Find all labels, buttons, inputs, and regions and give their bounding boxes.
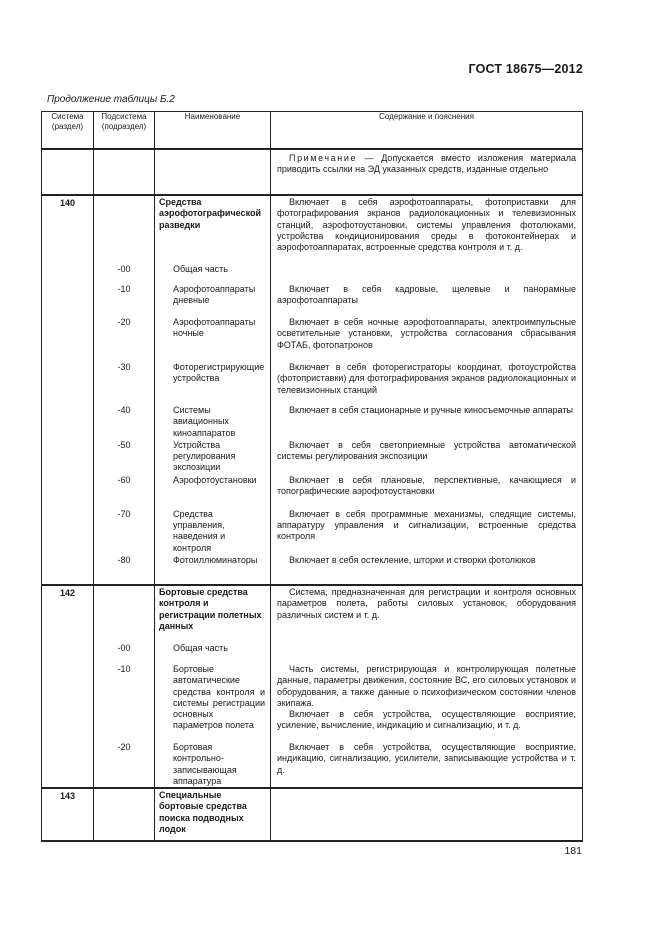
table-row — [42, 316, 583, 361]
description: Включает в себя стационарные и ручные киносъемочные аппараты — [271, 404, 583, 439]
subsystem-code: -80 — [94, 554, 155, 585]
description: Включает в себя кадровые, щелевые и панорамные аэрофотоаппараты — [271, 283, 583, 316]
table-row — [42, 283, 583, 316]
table-row — [42, 788, 583, 841]
subsystem-code — [94, 585, 155, 642]
subsystem-name: Бортовые автоматические средства контроля и системы регистрации основных параметров полета — [155, 663, 271, 741]
table-row — [42, 585, 583, 642]
table-caption: Продолжение таблицы Б.2 — [47, 94, 175, 105]
table-row — [42, 642, 583, 663]
table-header-row — [42, 112, 583, 150]
subsystem-code: -10 — [94, 663, 155, 741]
subsystem-code: -60 — [94, 474, 155, 508]
note-cell — [271, 149, 583, 195]
table-row — [42, 741, 583, 788]
system-code: 143 — [42, 788, 94, 841]
subsystem-name: Фоторегистрирующие устройства — [155, 361, 271, 404]
page-number: 181 — [564, 845, 582, 857]
classification-table — [41, 111, 583, 842]
header-system: Система (раздел) — [42, 112, 94, 150]
subsystem-name: Общая часть — [155, 642, 271, 663]
subsystem-name: Аэрофотоустановки — [155, 474, 271, 508]
subsystem-name: Аэрофотоаппараты дневные — [155, 283, 271, 316]
system-name: Средства аэрофотографической разведки — [155, 195, 271, 263]
note-label: Примечание — [289, 153, 358, 163]
table-row — [42, 554, 583, 585]
table-row — [42, 361, 583, 404]
description: Включает в себя аэрофотоаппараты, фотоприставки для фотографирования экранов радиолокационных и телевизионных станций, аэрофотоустановки, системы управления фотолюками, устройства кондиционирования среды в фотоконтейнерах и аэрофотоаппаратах, встроенные средства контроля и т. д. — [271, 195, 583, 263]
table-row — [42, 508, 583, 554]
description: Включает в себя плановые, перспективные, качающиеся и топографические аэрофотоустановки — [271, 474, 583, 508]
table-row — [42, 195, 583, 263]
subsystem-code — [94, 195, 155, 263]
subsystem-name: Устройства регулирования экспозиции — [155, 439, 271, 474]
subsystem-name: Бортовая контрольно-записывающая аппаратура — [155, 741, 271, 788]
description: Система, предназначенная для регистрации и контроля основных параметров полета, работы силовых установок, оборудования различных систем и т. д. — [271, 585, 583, 642]
description: Включает в себя программные механизмы, следящие системы, аппаратуру управления и сигнализации, встроенные средства контроля — [271, 508, 583, 554]
header-subsystem: Подсистема (подраздел) — [94, 112, 155, 150]
table-row — [42, 439, 583, 474]
subsystem-code: -00 — [94, 642, 155, 663]
note-text: — Допускается вместо изложения материала приводить ссылки на ЭД указанных средств, изданные отдельно — [277, 153, 576, 175]
subsystem-code: -50 — [94, 439, 155, 474]
description: Часть системы, регистрирующая и контролирующая полетные данные, параметры движения, состояние ВС, его силовых установок и оборудования, а также данные о психофизическом состоянии членов экипажа. Включает в себя устройства, осуществляющие восприятие, усиление, вычисление, индикацию и сигнализацию, и т. д. — [271, 663, 583, 741]
system-code: 142 — [42, 585, 94, 642]
subsystem-code: -70 — [94, 508, 155, 554]
subsystem-name: Фотоиллюминаторы — [155, 554, 271, 585]
subsystem-code: -10 — [94, 283, 155, 316]
subsystem-code — [94, 788, 155, 841]
table-row — [42, 474, 583, 508]
table-row — [42, 263, 583, 283]
header-content: Содержание и пояснения — [271, 112, 583, 150]
subsystem-code: -00 — [94, 263, 155, 283]
subsystem-code: -40 — [94, 404, 155, 439]
system-name: Специальные бортовые средства поиска подводных лодок — [155, 788, 271, 841]
system-name: Бортовые средства контроля и регистрации полетных данных — [155, 585, 271, 642]
document-header: ГОСТ 18675—2012 — [468, 62, 583, 76]
table-row — [42, 663, 583, 741]
description: Включает в себя фоторегистраторы координат, фотоустройства (фотоприставки) для фотографирования экранов радиолокационных и телевизионных станций — [271, 361, 583, 404]
subsystem-name: Аэрофотоаппараты ночные — [155, 316, 271, 361]
subsystem-code: -20 — [94, 316, 155, 361]
description: Включает в себя устройства, осуществляющие восприятие, индикацию, сигнализацию, усилители, записывающие устройства и т. д. — [271, 741, 583, 788]
subsystem-name: Средства управления, наведения и контроля — [155, 508, 271, 554]
system-code: 140 — [42, 195, 94, 263]
note-row — [42, 149, 583, 195]
header-name: Наименование — [155, 112, 271, 150]
description: Включает в себя остекление, шторки и створки фотолюков — [271, 554, 583, 585]
table-row — [42, 404, 583, 439]
subsystem-name: Общая часть — [155, 263, 271, 283]
subsystem-name: Системы авиационных киноаппаратов — [155, 404, 271, 439]
description: Включает в себя светоприемные устройства автоматической системы регулирования экспозиции — [271, 439, 583, 474]
subsystem-code: -20 — [94, 741, 155, 788]
subsystem-code: -30 — [94, 361, 155, 404]
description: Включает в себя ночные аэрофотоаппараты, электроимпульсные осветительные установки, устройства согласования сбрасывания ФОТАБ, фотопатронов — [271, 316, 583, 361]
